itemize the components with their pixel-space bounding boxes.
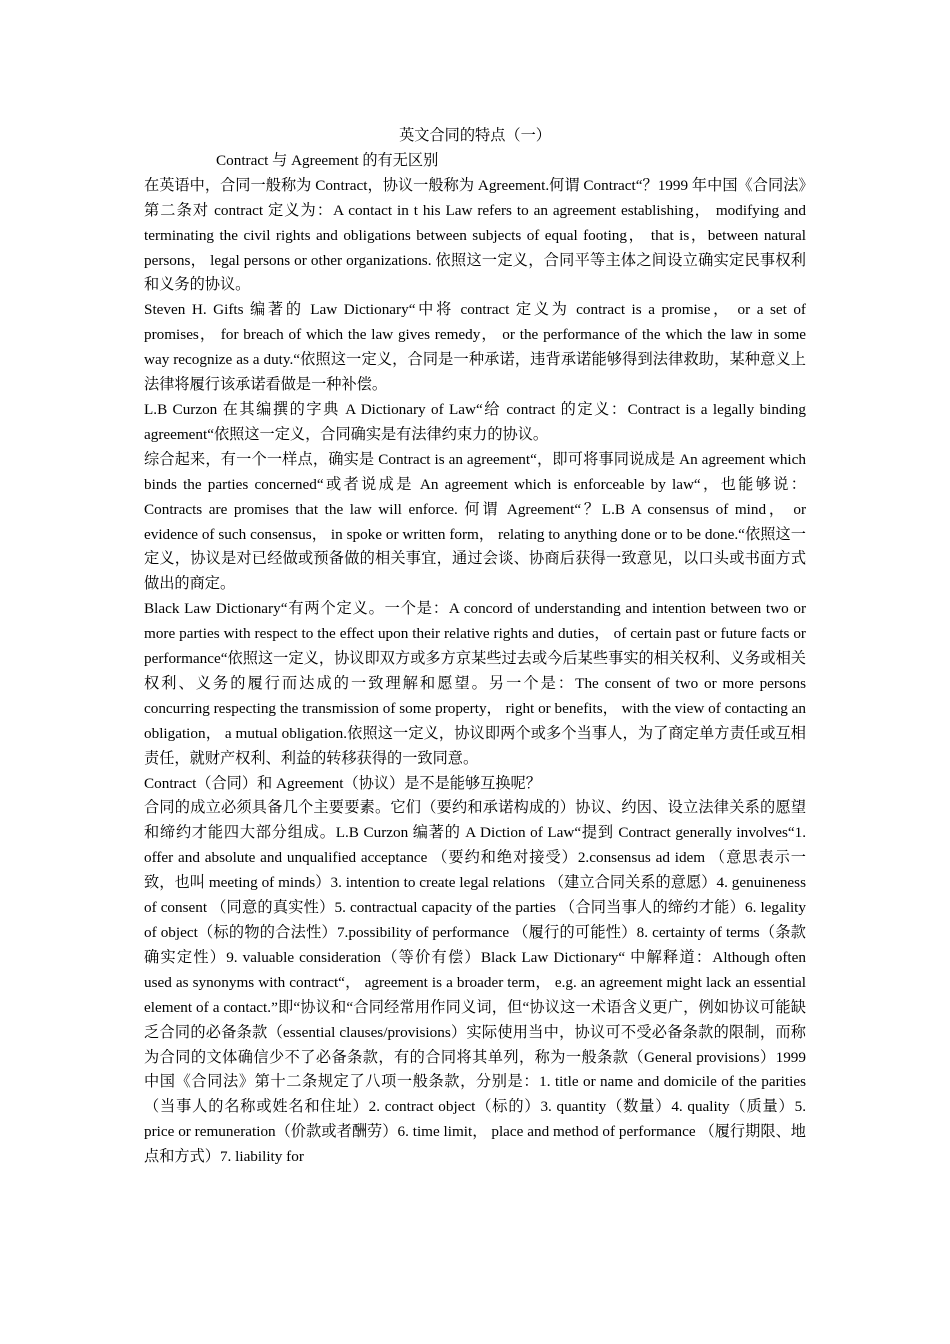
paragraph-black-law-dictionary: Black Law Dictionary“有两个定义。一个是：A concord of understanding and intention between two or more parties with respect to the effect upon their relative rights and duties， of certain past or future facts or performance“依照这一定义，协议即双方或多方京某些过去或今后某些事实的相关权利、义务或相关权利、义务的履行而达成的一致理解和愿望。另一个是：The consent of two or more persons concurring respecting the transmission of some property， right or benefits， with the view of contacting an obligation， a mutual obligation.依照这一定义，协议即两个或多个当事人，为了商定单方责任或互相责任，就财产权利、利益的转移获得的一致同意。	[144, 600, 806, 767]
paragraph-curzon-definition: L.B Curzon 在其编撰的字典 A Dictionary of Law“给 contract 的定义：Contract is a legally binding agreement“依照这一定义，合同确实是有法律约束力的协议。	[144, 400, 806, 443]
document-subtitle: Contract 与 Agreement 的有无区别	[216, 151, 439, 169]
paragraph-interchange-question: Contract（合同）和 Agreement（协议）是不是能够互换呢？	[144, 774, 541, 792]
document-page	[144, 124, 806, 1170]
paragraph-contract-elements: 合同的成立必须具备几个主要要素。它们（要约和承诺构成的）协议、约因、设立法律关系的愿望和缔约才能四大部分组成。L.B Curzon 编著的 A Diction of Law“提到 Contract generally involves“1. offer and absolute and unqualified acceptance （要约和绝对接受）2.consensus ad idem （意思表示一致，也叫 meeting of minds）3. intention to create legal relations （建立合同关系的意愿）4. genuineness of consent （同意的真实性）5. contractual capacity of the parties （合同当事人的缔约才能）6. legality of object（标的物的合法性）7.possibility of performance （履行的可能性）8. certainty of terms（条款确实定性）9. valuable consideration（等价有偿）Black Law Dictionary“ 中解释道：Although often used as synonyms with contract“， agreement is a broader term， e.g. an agreement might lack an essential element of a contact.”即“协议和“合同经常用作同义词，但“协议这一术语含义更广，例如协议可能缺乏合同的必备条款（essential clauses/provisions）实际使用当中，协议可不受必备条款的限制，而称为合同的文体确信少不了必备条款，有的合同将其单列，称为一般条款（General provisions）1999 中国《合同法》第十二条规定了八项一般条款，分别是：1. title or name and domicile of the parities（当事人的名称或姓名和住址）2. contract object（标的）3. quantity（数量）4. quality（质量）5. price or remuneration（价款或者酬劳）6. time limit， place and method of performance （履行期限、地点和方式）7. liability for	[144, 799, 806, 1166]
paragraph-contract-definition: 在英语中，合同一般称为 Contract，协议一般称为 Agreement.何谓 Contract“？1999 年中国《合同法》第二条对 contract 定义为：A contact in t his Law refers to an agreement establishing， modifying and terminating the civil rights and obligations between subjects of equal footing， that is，between natural persons， legal persons or other organizations. 依照这一定义，合同平等主体之间设立确实定民事权利和义务的协议。	[144, 176, 806, 294]
paragraph-law-dictionary: Steven H. Gifts 编著的 Law Dictionary“中将 contract 定义为 contract is a promise， or a set of promises， for breach of which the law gives remedy， or the performance of the which the law in some way recognize as a duty.“依照这一定义，合同是一种承诺，违背承诺能够得到法律救助，某种意义上法律将履行该承诺看做是一种补偿。	[144, 301, 806, 394]
paragraph-summary: 综合起来，有一个一样点，确实是 Contract is an agreement“，即可将事同说成是 An agreement which binds the parties concerned“或者说成是 An agreement which is enforceable by law“，也能够说：Contracts are promises that the law will enforce. 何谓 Agreement“？L.B A consensus of mind， or evidence of such consensus， in spoke or written form， relating to anything done or to be done.“依照这一定义，协议是对已经做或预备做的相关事宜，通过会谈、协商后获得一致意见，以口头或书面方式做出的商定。	[144, 450, 806, 593]
document-title: 英文合同的特点（一）	[399, 127, 551, 144]
